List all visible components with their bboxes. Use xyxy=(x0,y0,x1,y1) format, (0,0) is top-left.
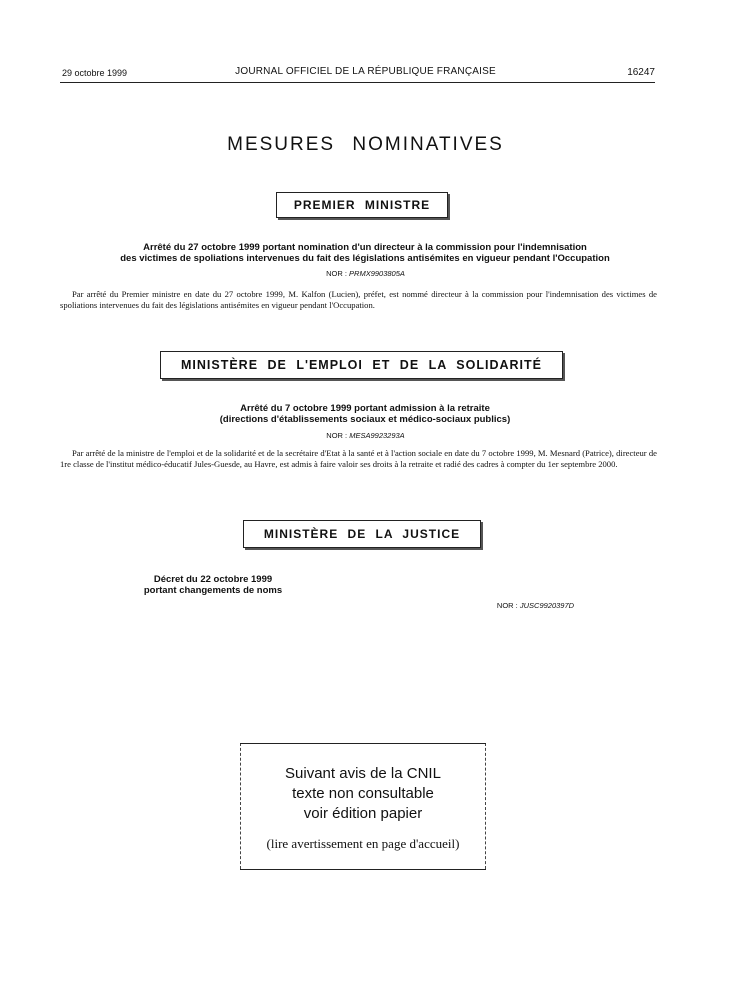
cnil-notice-line4: (lire avertissement en page d'accueil) xyxy=(266,836,460,851)
arrete-title-line2: des victimes de spoliations intervenues du fait des législations antisémites en vigueur pendant l'Occupation xyxy=(120,253,610,264)
ministry-heading-justice: MINISTÈRE DE LA JUSTICE xyxy=(243,520,481,548)
cnil-notice-line1: Suivant avis de la CNIL xyxy=(285,765,441,782)
journal-title: JOURNAL OFFICIEL DE LA RÉPUBLIQUE FRANÇAISE xyxy=(235,66,496,77)
page-number: 16247 xyxy=(627,67,655,78)
arrete-title xyxy=(60,242,670,264)
decret-title xyxy=(128,574,298,596)
arrete-title xyxy=(60,403,670,425)
cnil-notice-line3: voir édition papier xyxy=(303,805,423,822)
ministry-heading-emploi-solidarite: MINISTÈRE DE L'EMPLOI ET DE LA SOLIDARITÉ xyxy=(160,351,563,379)
nor-code: PRMX9903805A xyxy=(349,269,405,278)
arrete-body: Par arrêté de la ministre de l'emploi et de la solidarité et de la secrétaire d'Etat à la santé et à l'action sociale en date du 7 octobre 1999, M. Mesnard (Patrice), directeur de 1re classe de l'institut médico-éducatif Jules-Guesde, au Havre, est admis à faire valoir ses droits à la retraite et radié des cadres à compter du 1er septembre 2000. xyxy=(60,448,657,469)
cnil-box-top-rule xyxy=(240,743,486,744)
decret-title-line1: Décret du 22 octobre 1999 xyxy=(153,574,273,585)
nor-reference xyxy=(0,269,731,278)
cnil-notice-line2: texte non consultable xyxy=(292,785,434,802)
nor-reference xyxy=(170,601,731,610)
cnil-box-bottom-rule xyxy=(240,869,486,870)
nor-label: NOR : xyxy=(496,601,518,610)
nor-reference xyxy=(0,431,731,440)
arrete-title-line1: Arrêté du 27 octobre 1999 portant nomination d'un directeur à la commission pour l'indemnisation xyxy=(143,242,587,253)
header-rule xyxy=(60,82,655,83)
nor-code: MESA9923293A xyxy=(349,431,405,440)
nor-label: NOR : xyxy=(326,431,348,440)
arrete-title-line1: Arrêté du 7 octobre 1999 portant admission à la retraite xyxy=(240,403,490,414)
header-date: 29 octobre 1999 xyxy=(62,68,128,78)
page-title: MESURES NOMINATIVES xyxy=(227,134,504,155)
ministry-heading-premier-ministre: PREMIER MINISTRE xyxy=(276,192,448,218)
arrete-title-line2: (directions d'établissements sociaux et médico-sociaux publics) xyxy=(219,414,511,425)
arrete-body: Par arrêté du Premier ministre en date du 27 octobre 1999, M. Kalfon (Lucien), préfet, est nommé directeur à la commission pour l'indemnisation des victimes de spoliations intervenues du fait des législations antisémites en vigueur pendant l'Occupation. xyxy=(60,289,657,310)
nor-label: NOR : xyxy=(326,269,347,278)
nor-code: JUSC9920397D xyxy=(519,601,575,610)
decret-title-line2: portant changements de noms xyxy=(143,585,283,596)
